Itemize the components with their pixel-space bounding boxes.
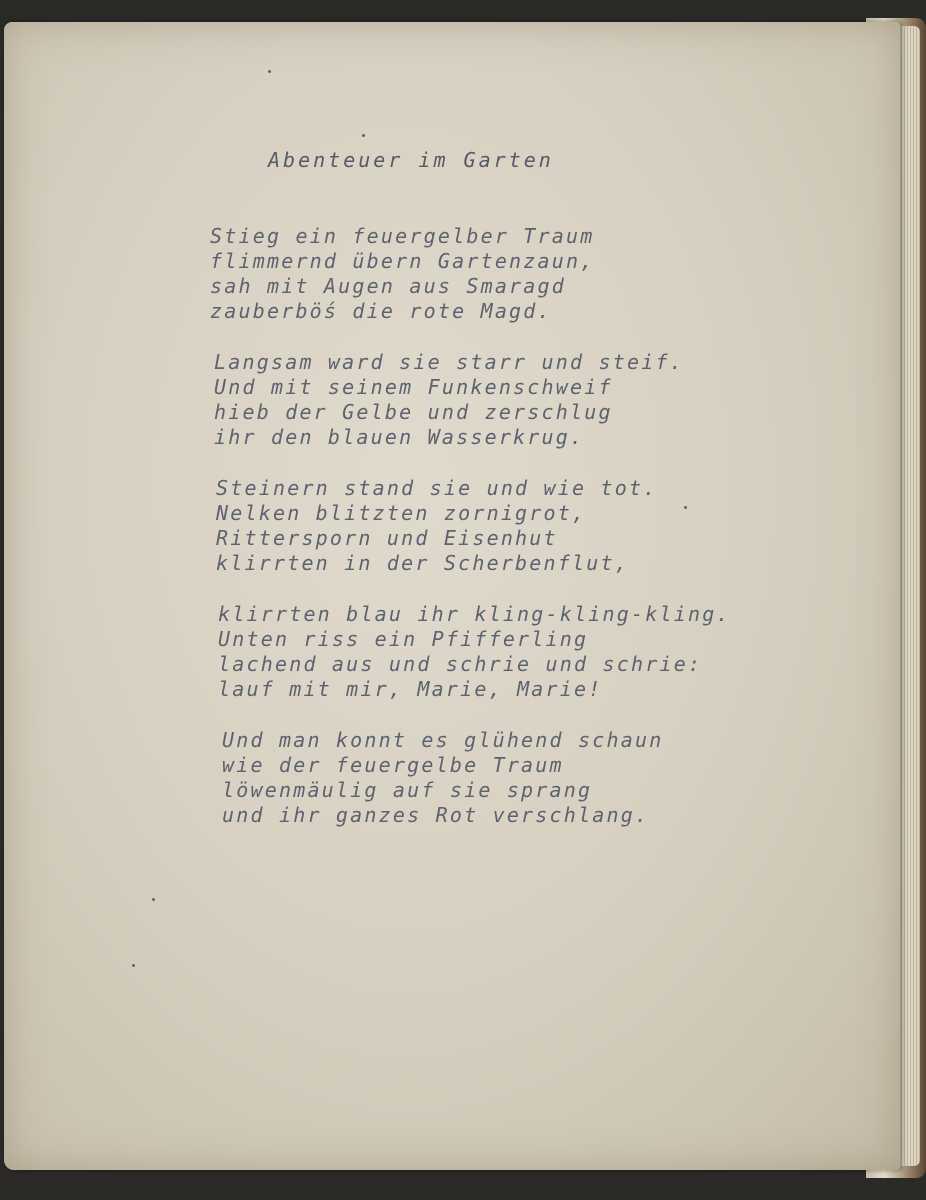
poem-line: Unten riss ein Pfifferling	[218, 627, 589, 651]
paper-speck	[268, 70, 271, 73]
poem-line: klirrten in der Scherbenflut,	[216, 551, 629, 575]
poem-line: hieb der Gelbe und zerschlug	[214, 400, 613, 424]
poem-line: zauberböś die rote Magd.	[210, 299, 552, 323]
poem-line: löwenmäulig auf sie sprang	[222, 778, 593, 802]
poem-line: Und mit seinem Funkenschweif	[214, 375, 613, 399]
poem-line: Steinern stand sie und wie tot.	[216, 476, 658, 500]
poem-stanza	[216, 476, 810, 576]
poem-stanza	[214, 350, 810, 450]
poem-line: ihr den blauen Wasserkrug.	[214, 425, 585, 449]
paper-speck	[152, 898, 155, 901]
poem-stanza	[222, 728, 810, 828]
poem-line: klirrten blau ihr kling-kling-kling.	[218, 602, 731, 626]
poem-line: lauf mit mir, Marie, Marie!	[218, 677, 603, 701]
poem-line: Und man konnt es glühend schaun	[222, 728, 664, 752]
poem-line: Nelken blitzten zornigrot,	[216, 501, 587, 525]
poem-line: wie der feuergelbe Traum	[222, 753, 564, 777]
paper-speck	[362, 134, 365, 137]
poem-line: Langsam ward sie starr und steif.	[214, 350, 684, 374]
poem-body	[210, 224, 810, 854]
paper-speck	[132, 964, 135, 967]
poem-line: flimmernd übern Gartenzaun,	[210, 249, 595, 273]
poem-line: Rittersporn und Eisenhut	[216, 526, 558, 550]
poem-title: Abenteuer im Garten	[268, 148, 554, 172]
poem-stanza	[210, 224, 810, 324]
poem-line: Stieg ein feuergelber Traum	[210, 224, 595, 248]
poem-line: sah mit Augen aus Smaragd	[210, 274, 567, 298]
poem-stanza	[218, 602, 810, 702]
poem-line: und ihr ganzes Rot verschlang.	[222, 803, 650, 827]
poem-line: lachend aus und schrie und schrie:	[218, 652, 703, 676]
